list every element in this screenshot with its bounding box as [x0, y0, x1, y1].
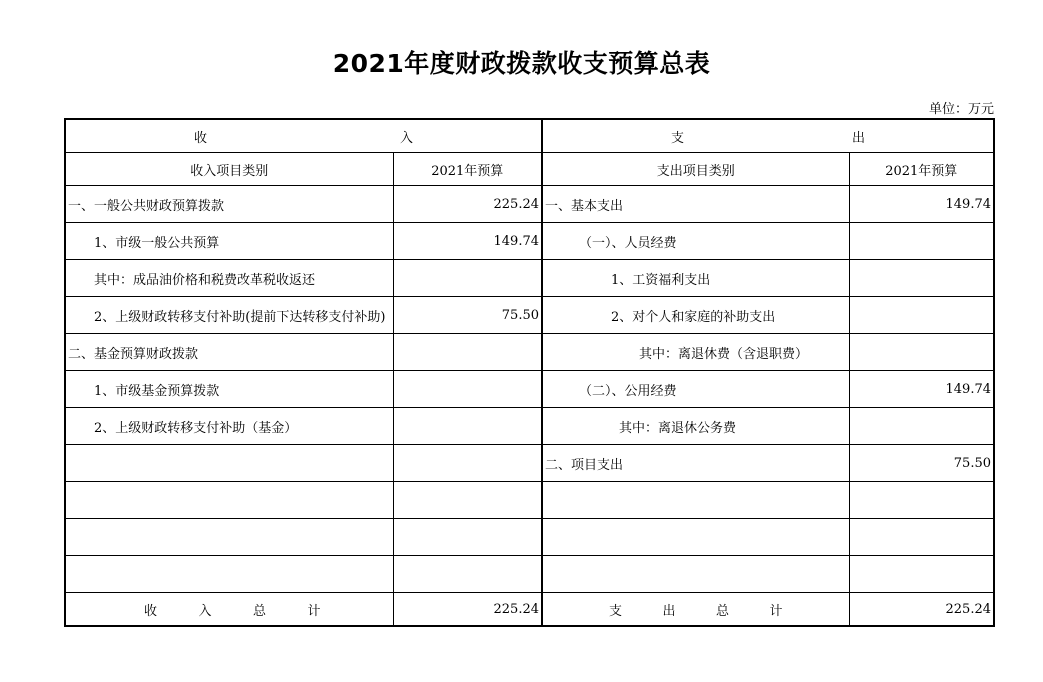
expense-value: 149.74 [849, 186, 994, 223]
expense-item: 2、对个人和家庭的补助支出 [542, 297, 849, 334]
expense-value: 149.74 [849, 371, 994, 408]
table-row [65, 482, 994, 519]
income-item: 二、基金预算财政拨款 [65, 334, 393, 371]
table-row [65, 334, 994, 371]
income-value [393, 445, 542, 482]
income-header-char: 入 [399, 130, 413, 146]
table-row [65, 371, 994, 408]
page-title: 2021年度财政拨款收支预算总表 [332, 49, 711, 78]
expense-total-char: 总 [715, 603, 729, 619]
income-item [65, 556, 393, 593]
income-item: 2、上级财政转移支付补助(提前下达转移支付补助) [65, 297, 393, 334]
income-total-char: 收 [144, 603, 158, 619]
expense-category-header: 支出项目类别 [542, 153, 849, 186]
expense-header [542, 119, 994, 153]
expense-item [542, 556, 849, 593]
table-row [65, 297, 994, 334]
income-item [65, 445, 393, 482]
income-value: 149.74 [393, 223, 542, 260]
income-value [393, 371, 542, 408]
expense-item: 其中：离退休费（含退职费） [542, 334, 849, 371]
expense-value [849, 223, 994, 260]
income-value [393, 482, 542, 519]
table-row [65, 445, 994, 482]
income-header [65, 119, 542, 153]
expense-value [849, 556, 994, 593]
unit-label: 单位：万元 [928, 102, 994, 117]
expense-item [542, 519, 849, 556]
expense-item [542, 482, 849, 519]
expense-value [849, 260, 994, 297]
expense-total-label [542, 593, 849, 627]
income-item [65, 482, 393, 519]
income-value: 225.24 [393, 186, 542, 223]
income-header-char: 收 [194, 130, 208, 146]
income-total-label [65, 593, 393, 627]
income-budget-header: 2021年预算 [393, 153, 542, 186]
expense-total-char: 计 [769, 603, 783, 619]
income-total-char: 总 [252, 603, 266, 619]
expense-value [849, 482, 994, 519]
income-total-value: 225.24 [393, 593, 542, 627]
income-value [393, 260, 542, 297]
expense-item: 其中：离退休公务费 [542, 408, 849, 445]
income-value [393, 408, 542, 445]
table-row [65, 260, 994, 297]
table-row [65, 223, 994, 260]
income-item: 2、上级财政转移支付补助（基金） [65, 408, 393, 445]
expense-header-char: 支 [671, 130, 685, 146]
income-category-header: 收入项目类别 [65, 153, 393, 186]
expense-item: （二）、公用经费 [542, 371, 849, 408]
income-value [393, 519, 542, 556]
income-item: 一、一般公共财政预算拨款 [65, 186, 393, 223]
expense-total-char: 支 [609, 603, 623, 619]
expense-item: 一、基本支出 [542, 186, 849, 223]
totals-row [65, 593, 994, 627]
income-total-char: 入 [198, 603, 212, 619]
income-item [65, 519, 393, 556]
expense-header-char: 出 [851, 130, 865, 146]
income-value [393, 556, 542, 593]
expense-value [849, 519, 994, 556]
table-row [65, 408, 994, 445]
header-row-top [65, 119, 994, 153]
table-row [65, 186, 994, 223]
income-value: 75.50 [393, 297, 542, 334]
budget-table [64, 118, 995, 627]
income-item: 其中：成品油价格和税费改革税收返还 [65, 260, 393, 297]
expense-total-char: 出 [662, 603, 676, 619]
table-row [65, 519, 994, 556]
expense-item: 1、工资福利支出 [542, 260, 849, 297]
table-row [65, 556, 994, 593]
expense-value: 75.50 [849, 445, 994, 482]
expense-value [849, 297, 994, 334]
expense-value [849, 408, 994, 445]
header-row-columns [65, 153, 994, 186]
expense-item: 二、项目支出 [542, 445, 849, 482]
expense-budget-header: 2021年预算 [849, 153, 994, 186]
income-item: 1、市级基金预算拨款 [65, 371, 393, 408]
expense-value [849, 334, 994, 371]
income-value [393, 334, 542, 371]
expense-item: （一）、人员经费 [542, 223, 849, 260]
income-total-char: 计 [307, 603, 321, 619]
income-item: 1、市级一般公共预算 [65, 223, 393, 260]
expense-total-value: 225.24 [849, 593, 994, 627]
